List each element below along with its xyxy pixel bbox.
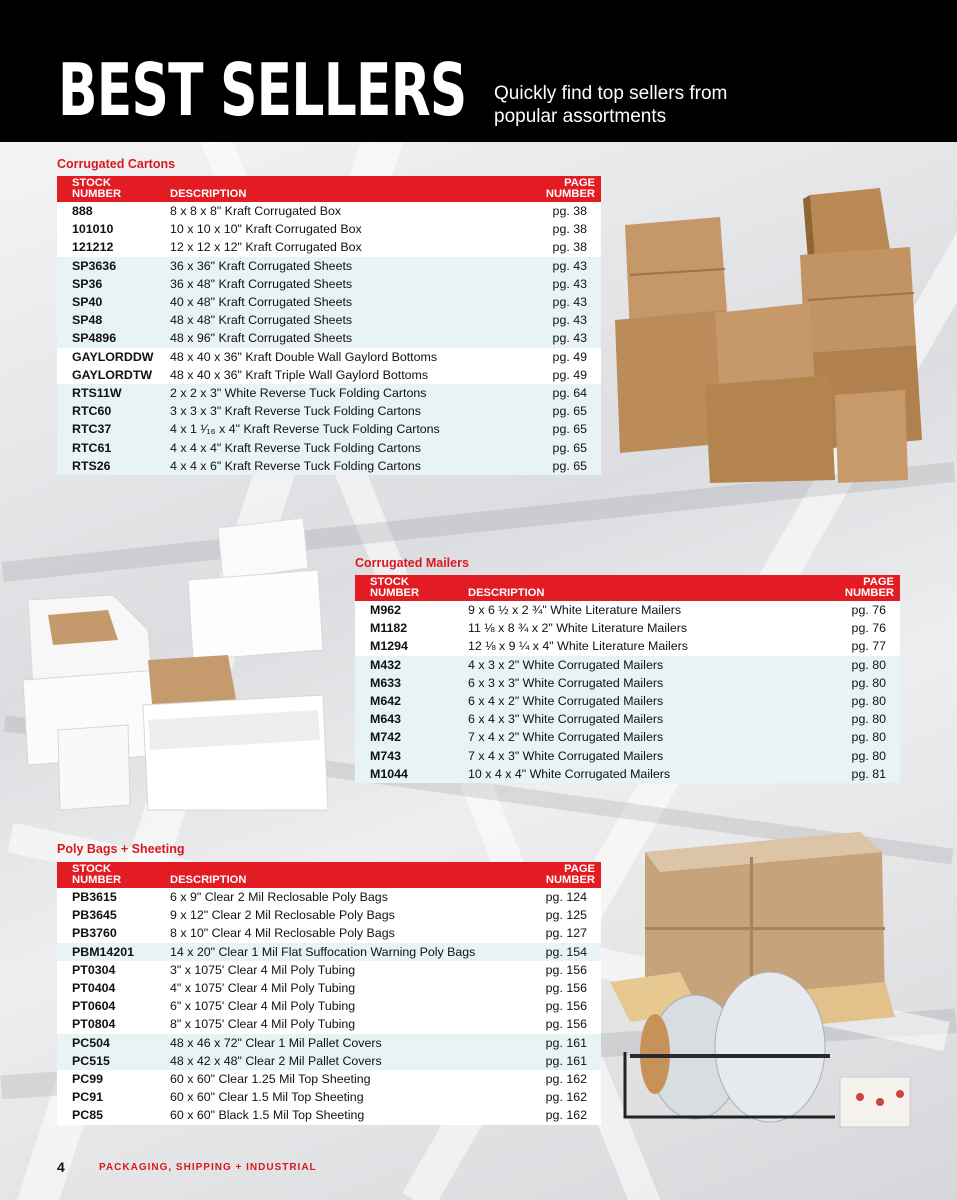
stock-number: M743 [370, 748, 401, 763]
page-ref: pg. 162 [545, 1072, 587, 1087]
stock-number: SP4896 [72, 331, 117, 346]
stock-number: M742 [370, 730, 401, 745]
page-ref: pg. 125 [545, 908, 587, 923]
page-ref: pg. 38 [552, 222, 587, 237]
table-row [355, 710, 900, 728]
description: 3 x 3 x 3" Kraft Reverse Tuck Folding Cartons [170, 404, 421, 419]
section-title-cartons: Corrugated Cartons [57, 157, 176, 171]
page-subtitle: Quickly find top sellers from popular assortments [494, 83, 728, 127]
description: 4 x 4 x 6" Kraft Reverse Tuck Folding Cartons [170, 458, 421, 473]
stock-number: SP3636 [72, 258, 117, 273]
page-ref: pg. 65 [552, 404, 587, 419]
stock-number: GAYLORDTW [72, 367, 153, 382]
page-ref: pg. 154 [545, 944, 587, 959]
column-header-description: DESCRIPTION [170, 188, 247, 200]
stock-number: RTS26 [72, 458, 111, 473]
description: 36 x 36" Kraft Corrugated Sheets [170, 258, 353, 273]
page-ref: pg. 76 [851, 621, 886, 636]
stock-number: M642 [370, 694, 401, 709]
description: 6 x 9" Clear 2 Mil Reclosable Poly Bags [170, 890, 388, 904]
column-header-stock: STOCK NUMBER [72, 863, 122, 886]
table-row [57, 1052, 601, 1070]
page-ref: pg. 43 [552, 331, 587, 346]
table-row [57, 1088, 601, 1106]
description: 4 x 3 x 2" White Corrugated Mailers [468, 657, 664, 672]
table-row [57, 257, 601, 275]
poly-pallet-photo [600, 832, 945, 1132]
table-row [57, 439, 601, 457]
page-ref: pg. 156 [545, 1017, 587, 1032]
table-row [57, 202, 601, 220]
stock-number: PT0304 [72, 962, 116, 977]
table-row [57, 238, 601, 256]
description: 10 x 10 x 10" Kraft Corrugated Box [170, 222, 362, 237]
description: 9 x 12" Clear 2 Mil Reclosable Poly Bags [170, 908, 395, 923]
stock-number: GAYLORDDW [72, 349, 154, 364]
stock-number: RTC37 [72, 422, 112, 437]
page-ref: pg. 64 [552, 386, 587, 401]
table-row [57, 384, 601, 402]
page-ref: pg. 156 [545, 981, 587, 996]
page-ref: pg. 161 [545, 1053, 587, 1068]
page-ref: pg. 49 [552, 367, 587, 382]
poly-table [57, 862, 601, 1125]
stock-number: M1044 [370, 766, 408, 781]
kraft-boxes-photo [610, 185, 940, 485]
table-row [57, 1034, 601, 1052]
table-row [57, 329, 601, 347]
column-header-stock: STOCK NUMBER [370, 576, 420, 599]
stock-number: 101010 [72, 222, 114, 237]
table-header [355, 575, 900, 601]
table-row [57, 943, 601, 961]
column-header-stock: STOCK NUMBER [72, 177, 122, 200]
table-header [57, 176, 601, 202]
description: 6 x 4 x 3" White Corrugated Mailers [468, 712, 664, 727]
description: 10 x 4 x 4" White Corrugated Mailers [468, 766, 671, 781]
page-ref: pg. 80 [851, 712, 886, 727]
stock-number: PC99 [72, 1072, 103, 1087]
description: 14 x 20" Clear 1 Mil Flat Suffocation Warning Poly Bags [170, 944, 476, 959]
page-ref: pg. 49 [552, 349, 587, 364]
table-row [57, 311, 601, 329]
stock-number: PC91 [72, 1090, 103, 1105]
description: 11 ⅛ x 8 ¾ x 2" White Literature Mailers [468, 621, 688, 636]
page-ref: pg. 80 [851, 675, 886, 690]
page-ref: pg. 43 [552, 258, 587, 273]
description: 2 x 2 x 3" White Reverse Tuck Folding Cartons [170, 386, 427, 401]
page-ref: pg. 80 [851, 657, 886, 672]
stock-number: PB3645 [72, 908, 117, 923]
description: 48 x 46 x 72" Clear 1 Mil Pallet Covers [170, 1035, 382, 1050]
table-row [355, 656, 900, 674]
stock-number: PT0404 [72, 981, 116, 996]
stock-number: PB3615 [72, 890, 117, 904]
table-row [57, 275, 601, 293]
white-mailers-photo [18, 510, 348, 815]
stock-number: PBM14201 [72, 944, 134, 959]
description: 48 x 48" Kraft Corrugated Sheets [170, 313, 353, 328]
table-row [57, 924, 601, 942]
page-title: BEST SELLERS [58, 48, 467, 132]
column-header-page: PAGE NUMBER [844, 576, 894, 599]
page-number: 4 [57, 1159, 65, 1175]
page-header [0, 0, 957, 142]
table-row [57, 366, 601, 384]
stock-number: PT0804 [72, 1017, 116, 1032]
table-row [355, 601, 900, 619]
stock-number: M962 [370, 603, 401, 617]
stock-number: M633 [370, 675, 401, 690]
table-header [57, 862, 601, 888]
stock-number: PC504 [72, 1035, 110, 1050]
stock-number: SP36 [72, 276, 103, 291]
page-ref: pg. 156 [545, 962, 587, 977]
page-ref: pg. 65 [552, 458, 587, 473]
table-row [57, 420, 601, 438]
table-row [355, 765, 900, 783]
description: 3" x 1075' Clear 4 Mil Poly Tubing [170, 962, 356, 977]
table-row [57, 997, 601, 1015]
page-ref: pg. 127 [545, 926, 587, 941]
footer-label: PACKAGING, SHIPPING + INDUSTRIAL [99, 1162, 317, 1173]
stock-number: M1294 [370, 639, 408, 654]
stock-number: PC515 [72, 1053, 110, 1068]
description: 48 x 40 x 36" Kraft Double Wall Gaylord Bottoms [170, 349, 438, 364]
table-row [57, 961, 601, 979]
page-ref: pg. 65 [552, 422, 587, 437]
description: 48 x 96" Kraft Corrugated Sheets [170, 331, 353, 346]
stock-number: PT0604 [72, 999, 116, 1014]
page-ref: pg. 80 [851, 730, 886, 745]
page-ref: pg. 80 [851, 694, 886, 709]
page-ref: pg. 76 [851, 603, 886, 617]
page-ref: pg. 124 [545, 890, 587, 904]
table-row [57, 888, 601, 906]
mailers-table [355, 575, 900, 783]
page-ref: pg. 43 [552, 313, 587, 328]
page-ref: pg. 80 [851, 748, 886, 763]
table-row [57, 1015, 601, 1033]
description: 60 x 60" Clear 1.25 Mil Top Sheeting [170, 1072, 371, 1087]
stock-number: 888 [72, 204, 93, 218]
table-row [355, 728, 900, 746]
page-ref: pg. 43 [552, 276, 587, 291]
table-row [57, 457, 601, 475]
description: 60 x 60" Black 1.5 Mil Top Sheeting [170, 1108, 365, 1123]
stock-number: M643 [370, 712, 401, 727]
description: 6" x 1075' Clear 4 Mil Poly Tubing [170, 999, 356, 1014]
column-header-page: PAGE NUMBER [545, 863, 595, 886]
description: 8" x 1075' Clear 4 Mil Poly Tubing [170, 1017, 356, 1032]
page-ref: pg. 162 [545, 1108, 587, 1123]
description: 40 x 48" Kraft Corrugated Sheets [170, 295, 353, 310]
stock-number: SP48 [72, 313, 103, 328]
column-header-page: PAGE NUMBER [545, 177, 595, 200]
page-ref: pg. 161 [545, 1035, 587, 1050]
table-row [355, 747, 900, 765]
page-ref: pg. 43 [552, 295, 587, 310]
description: 8 x 8 x 8" Kraft Corrugated Box [170, 204, 342, 218]
table-row [57, 1106, 601, 1124]
stock-number: RTC61 [72, 440, 112, 455]
stock-number: PC85 [72, 1108, 103, 1123]
description: 4 x 1 ¹⁄₁₆ x 4" Kraft Reverse Tuck Folding Cartons [170, 422, 440, 437]
stock-number: M1182 [370, 621, 408, 636]
column-header-description: DESCRIPTION [468, 587, 545, 599]
table-row [355, 674, 900, 692]
page-ref: pg. 38 [552, 204, 587, 218]
description: 48 x 42 x 48" Clear 2 Mil Pallet Covers [170, 1053, 382, 1068]
page-ref: pg. 162 [545, 1090, 587, 1105]
cartons-table [57, 176, 601, 475]
table-row [355, 619, 900, 637]
page-ref: pg. 81 [851, 766, 886, 781]
table-row [57, 906, 601, 924]
description: 4" x 1075' Clear 4 Mil Poly Tubing [170, 981, 356, 996]
stock-number: M432 [370, 657, 401, 672]
table-row [57, 220, 601, 238]
table-row [57, 293, 601, 311]
stock-number: PB3760 [72, 926, 117, 941]
table-row [57, 348, 601, 366]
description: 7 x 4 x 3" White Corrugated Mailers [468, 748, 664, 763]
page-ref: pg. 38 [552, 240, 587, 255]
table-row [355, 692, 900, 710]
column-header-description: DESCRIPTION [170, 874, 247, 886]
table-row [355, 637, 900, 655]
section-title-mailers: Corrugated Mailers [355, 556, 469, 570]
table-row [57, 979, 601, 997]
description: 4 x 4 x 4" Kraft Reverse Tuck Folding Cartons [170, 440, 421, 455]
description: 6 x 4 x 2" White Corrugated Mailers [468, 694, 664, 709]
section-title-poly: Poly Bags + Sheeting [57, 842, 185, 856]
description: 60 x 60" Clear 1.5 Mil Top Sheeting [170, 1090, 364, 1105]
stock-number: 121212 [72, 240, 114, 255]
description: 12 ⅛ x 9 ¼ x 4" White Literature Mailers [468, 639, 688, 654]
description: 6 x 3 x 3" White Corrugated Mailers [468, 675, 664, 690]
table-row [57, 402, 601, 420]
description: 8 x 10" Clear 4 Mil Reclosable Poly Bags [170, 926, 395, 941]
stock-number: SP40 [72, 295, 103, 310]
stock-number: RTC60 [72, 404, 112, 419]
description: 9 x 6 ½ x 2 ¾" White Literature Mailers [468, 603, 682, 617]
stock-number: RTS11W [72, 386, 122, 401]
page-ref: pg. 65 [552, 440, 587, 455]
page-ref: pg. 156 [545, 999, 587, 1014]
table-row [57, 1070, 601, 1088]
page-ref: pg. 77 [851, 639, 886, 654]
description: 12 x 12 x 12" Kraft Corrugated Box [170, 240, 362, 255]
description: 48 x 40 x 36" Kraft Triple Wall Gaylord Bottoms [170, 367, 429, 382]
description: 36 x 48" Kraft Corrugated Sheets [170, 276, 353, 291]
description: 7 x 4 x 2" White Corrugated Mailers [468, 730, 664, 745]
